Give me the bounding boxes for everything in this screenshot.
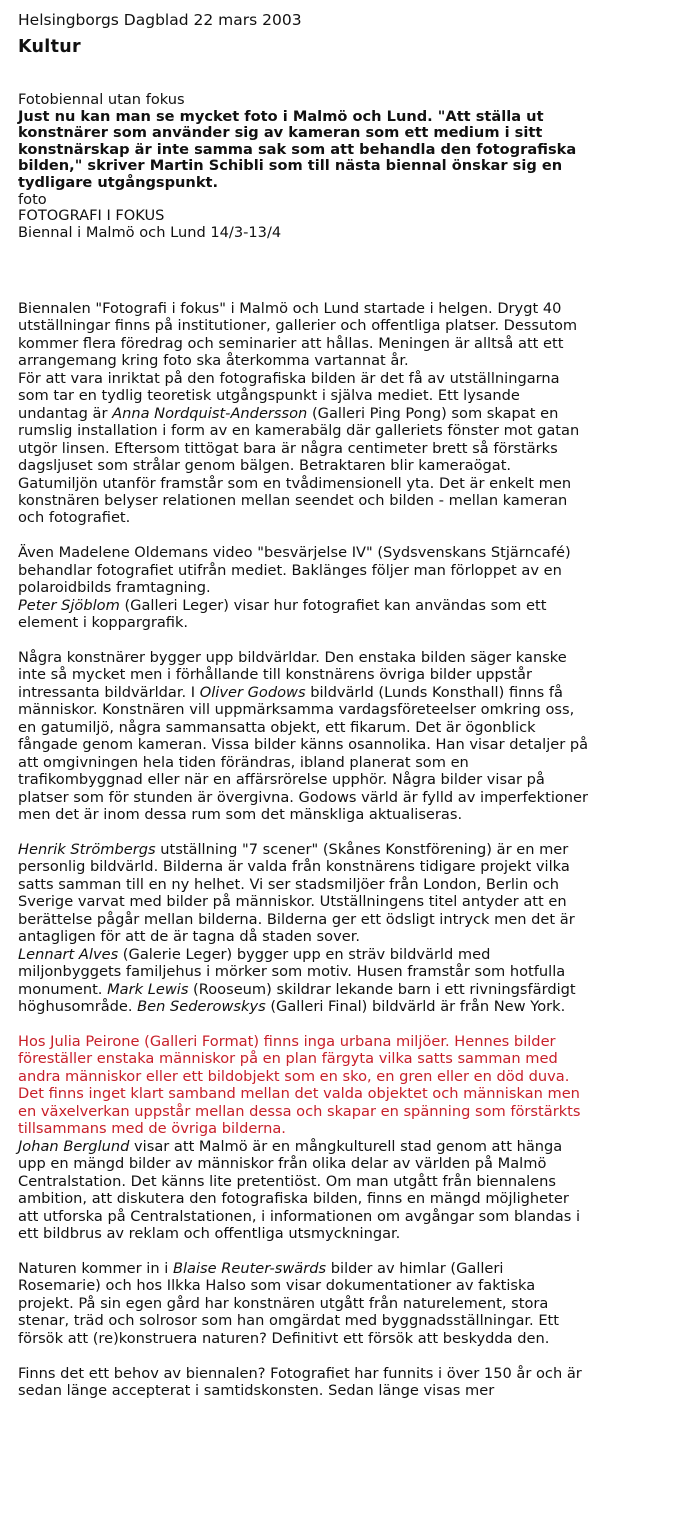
text-line: Rosemarie) och hos Ilkka Halso som visar dokumentationer av faktiska [18,1277,536,1295]
text-line: personlig bildvärld. Bilderna är valda från konstnärens tidigare projekt vilka [18,858,570,876]
text-line: inte så mycket men i förhållande till konstnärens övriga bilder uppstår [18,666,533,684]
ingress-line: konstnärer som använder sig av kameran som ett medium i sitt [18,124,543,142]
text-line: försök att (re)konstruera naturen? Definitivt ett försök att beskydda den. [18,1329,550,1347]
paragraph-4 [18,841,673,1016]
text-line [18,597,673,614]
artist-name: Ben Sederowskys [137,998,266,1016]
text-segment: monument. [18,980,108,998]
highlighted-line: tillsammans med de övriga bilderna. [18,1120,286,1138]
text-segment: (Rooseum) skildrar lekande barn i ett rivningsfärdigt [188,980,576,998]
text-segment: bildvärld (Lunds Konsthall) finns få [305,683,563,701]
text-line: sedan länge accepterat i samtidskonsten. Sedan länge visas mer [18,1382,495,1399]
text-segment: bilder av himlar (Galleri [326,1259,504,1277]
highlighted-line: en växelverkan uppstår mellan dessa och skapar en spänning som förstärkts [18,1102,581,1120]
text-line: rumslig installation i form av en kamerabälg där galleriets fönster mot gatan [18,422,580,440]
headline: Fotobiennal utan fokus [18,91,185,108]
text-line: Finns det ett behov av biennalen? Fotografiet har funnits i över 150 år och är [18,1364,582,1382]
artist-name: Henrik Strömbergs [18,841,156,858]
text-line: dagsljuset som strålar genom bälgen. Betraktaren blir kameraögat. [18,457,512,475]
text-line: trafikombyggnad eller när en affärsrörelse upphör. Några bilder visar på [18,771,545,789]
text-segment: (Galleri Ping Pong) som skapat en [307,404,559,422]
text-line: upp en mängd bilder av människor från olika delar av världen på Malmö [18,1155,547,1173]
text-line: som tar en tydlig teoretisk utgångspunkt i själva mediet. Ett lysande [18,387,520,405]
highlighted-line: Det finns inget klart samband mellan det valda objektet och människan men [18,1085,580,1103]
text-line [18,1138,673,1155]
text-line: berättelse pågår mellan bilderna. Bilderna ger ett ödsligt intryck men det är [18,910,575,928]
artist-name: Anna Nordquist-Andersson [112,404,308,422]
highlighted-line: andra människor eller ett bildobjekt som en sko, en gren eller en död duva. [18,1067,570,1085]
text-line: utställningar finns på institutioner, gallerier och offentliga platser. Dessutom [18,317,578,335]
text-line: att omgivningen hela tiden förändras, ibland planerat som en [18,753,469,771]
text-line: Gatumiljön utanför framstår som en tvådimensionell yta. Det är enkelt men [18,474,572,492]
text-line: Några konstnärer bygger upp bildvärldar. Den enstaka bilden säger kanske [18,649,567,667]
text-line: ambition, att diskutera den fotografiska bilden, finns en mängd möjligheter [18,1190,569,1208]
text-line [18,841,673,858]
text-line: att utforska på Centralstationen, i informationen om avgångar som blandas i [18,1207,581,1225]
event-title: FOTOGRAFI I FOKUS [18,207,165,225]
text-line [18,1260,673,1277]
artist-name: Lennart Alves [18,945,119,963]
text-line [18,405,673,422]
ingress-line: konstnärskap är inte samma sak som att behandla den fotografiska [18,140,577,158]
artist-name: Mark Lewis [107,980,189,998]
text-line: och fotografiet. [18,509,131,527]
text-line [18,998,673,1015]
category-tag: foto [18,190,47,208]
text-segment: Naturen kommer in i [18,1259,173,1277]
article-body [18,300,673,1399]
text-line: ett bildbrus av reklam och offentliga utsmyckningar. [18,1224,401,1242]
text-line: antagligen för att de är tagna då staden sover. [18,928,361,946]
text-line: arrangemang kring foto ska återkomma vartannat år. [18,352,409,370]
artist-name: Peter Sjöblom [18,596,120,614]
text-line: stenar, träd och solrosor som han omgärdat med byggnadsställningar. Ett [18,1312,560,1330]
text-line: Centralstation. Det känns lite pretentiöst. Om man utgått från biennalens [18,1172,556,1190]
text-line [18,946,673,963]
text-segment: utställning "7 scener" (Skånes Konstförening) är en mer [155,841,569,858]
text-line: platser som för stunden är övergivna. Godows värld är fylld av imperfektioner [18,788,589,806]
text-line: konstnären belyser relationen mellan seendet och bilden - mellan kameran [18,491,568,509]
highlighted-line: Hos Julia Peirone (Galleri Format) finns inga urbana miljöer. Hennes bilder [18,1032,556,1050]
ingress-line: bilden," skriver Martin Schibli som till nästa biennal önskar sig en [18,157,563,175]
text-segment: intressanta bildvärldar. I [18,683,200,701]
text-segment: (Galleri Final) bildvärld är från New York. [265,998,566,1016]
text-line: men det är inom dessa rum som det mänskliga aktualiseras. [18,806,463,824]
highlighted-line: föreställer enstaka människor på en plan färgyta vilka satts samman med [18,1050,558,1068]
ingress [18,109,668,192]
ingress-line: Just nu kan man se mycket foto i Malmö och Lund. "Att ställa ut [18,107,544,125]
ingress-line: tydligare utgångspunkt. [18,173,219,191]
paragraph-3 [18,649,673,824]
paragraph-7 [18,1365,673,1400]
text-line: Biennalen "Fotografi i fokus" i Malmö och Lund startade i helgen. Drygt 40 [18,300,562,317]
text-line: Sverige varvat med bilder på människor. Utställningens titel antyder att en [18,893,567,911]
text-line: kommer flera föredrag och seminarier att hållas. Meningen är alltså att ett [18,334,564,352]
masthead: Helsingborgs Dagblad 22 mars 2003 [18,11,302,29]
text-line: en gatumiljö, några sammansatta objekt, ett fikarum. Det är ögonblick [18,718,536,736]
event-info: Biennal i Malmö och Lund 14/3-13/4 [18,223,282,241]
paragraph-6 [18,1260,673,1347]
text-line [18,981,673,998]
text-line [18,684,673,701]
paragraph-1 [18,300,673,527]
text-line: utgör linsen. Eftersom tittögat bara är några centimeter brett så förstärks [18,439,558,457]
text-segment: visar att Malmö är en mångkulturell stad genom att hänga [129,1137,563,1155]
text-segment: höghusområde. [18,998,138,1016]
artist-name: Blaise Reuter-swärds [172,1259,327,1277]
artist-name: Oliver Godows [199,683,306,701]
text-segment: undantag är [18,404,113,422]
text-line: polaroidbilds framtagning. [18,579,211,597]
text-line: fångade genom kameran. Vissa bilder känns osannolika. Han visar detaljer på [18,736,589,754]
text-line: element i koppargrafik. [18,614,189,632]
text-line: För att vara inriktat på den fotografiska bilden är det få av utställningarna [18,369,560,387]
artist-name: Johan Berglund [18,1137,130,1155]
text-line: Även Madelene Oldemans video "besvärjelse IV" (Sydsvenskans Stjärncafé) [18,544,571,562]
text-line: projekt. På sin egen gård har konstnären utgått från naturelement, stora [18,1294,549,1312]
text-segment: (Galleri Leger) visar hur fotografiet kan användas som ett [119,596,547,614]
section-title: Kultur [18,37,81,57]
text-line: människor. Konstnären vill uppmärksamma vardagsföreteelser omkring oss, [18,701,575,719]
text-line: behandlar fotografiet utifrån mediet. Baklänges följer man förloppet av en [18,561,562,579]
text-line: miljonbyggets familjehus i mörker som motiv. Husen framstår som hotfulla [18,963,566,981]
article-intro [18,92,668,241]
text-line: satts samman till en ny helhet. Vi ser stadsmiljöer från London, Berlin och [18,875,560,893]
paragraph-5 [18,1033,673,1242]
text-segment: (Galerie Leger) bygger upp en sträv bildvärld med [118,945,491,963]
paragraph-2 [18,544,673,631]
